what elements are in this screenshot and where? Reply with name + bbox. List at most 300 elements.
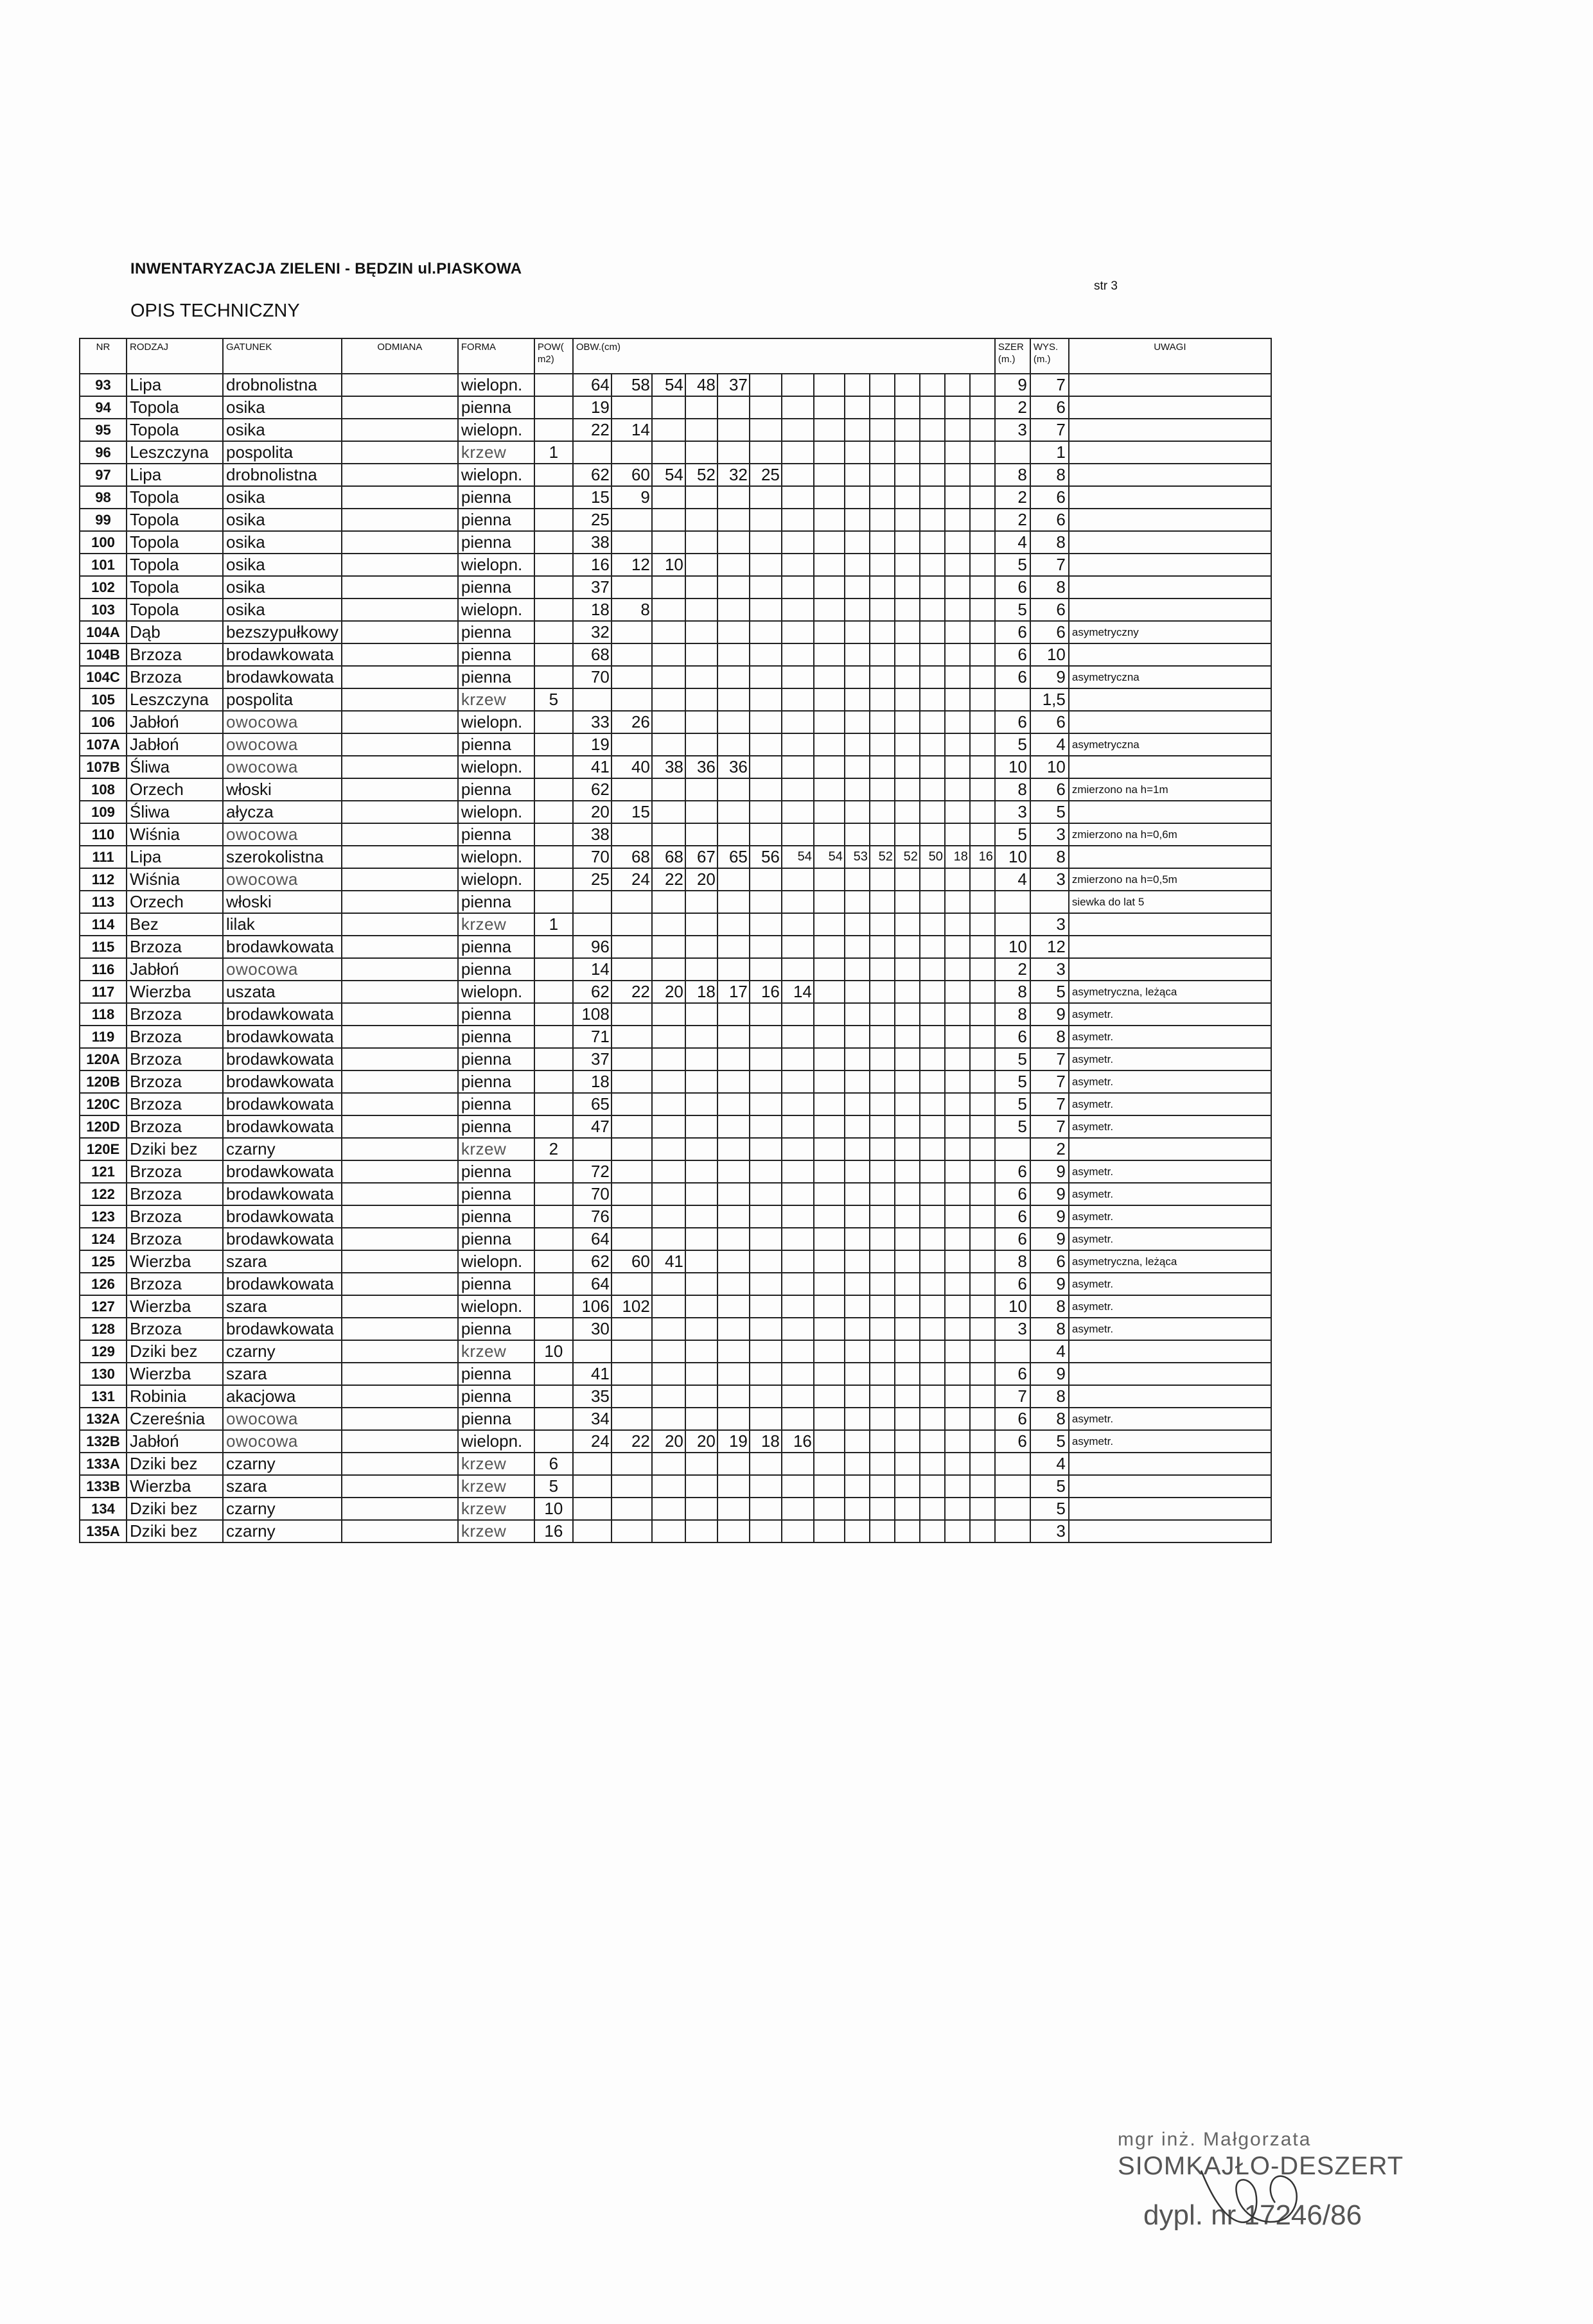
cell-wys: 7: [1030, 1115, 1069, 1138]
cell-obw: [920, 1003, 945, 1026]
cell-obw: [870, 1273, 895, 1295]
table-row: [80, 1498, 1271, 1520]
cell-obw: [870, 643, 895, 666]
table-row: [80, 846, 1271, 868]
cell-obw: 70: [573, 666, 612, 688]
cell-odmiana: [342, 1295, 458, 1318]
document-title: INWENTARYZACJA ZIELENI - BĘDZIN ul.PIASKOWA: [130, 260, 522, 277]
cell-obw: [652, 1295, 685, 1318]
cell-obw: [970, 711, 995, 733]
cell-obw: [685, 1273, 717, 1295]
cell-odmiana: [342, 1363, 458, 1385]
cell-obw: [895, 1183, 920, 1205]
cell-obw: [782, 1160, 814, 1183]
cell-obw: [717, 823, 750, 846]
cell-obw: [652, 801, 685, 823]
cell-obw: [814, 1295, 845, 1318]
cell-obw: [814, 1228, 845, 1250]
cell-obw: [782, 486, 814, 509]
cell-obw: [920, 1408, 945, 1430]
cell-obw: [750, 486, 782, 509]
cell-uwagi: asymetryczna: [1069, 733, 1271, 756]
cell-obw: [750, 868, 782, 891]
cell-obw: [895, 688, 920, 711]
cell-pow: [534, 891, 573, 913]
cell-uwagi: [1069, 1520, 1271, 1542]
cell-obw: [945, 981, 970, 1003]
cell-obw: 52: [685, 464, 717, 486]
cell-obw: [685, 621, 717, 643]
cell-obw: [814, 868, 845, 891]
cell-obw: [750, 1250, 782, 1273]
cell-obw: [782, 688, 814, 711]
cell-nr: 109: [80, 801, 127, 823]
cell-odmiana: [342, 464, 458, 486]
cell-wys: 6: [1030, 598, 1069, 621]
cell-uwagi: asymetr.: [1069, 1228, 1271, 1250]
cell-obw: [612, 1363, 652, 1385]
cell-obw: [945, 441, 970, 464]
cell-odmiana: [342, 1003, 458, 1026]
cell-szer: [995, 891, 1030, 913]
cell-obw: [814, 1430, 845, 1453]
cell-rodzaj: Jabłoń: [127, 958, 223, 981]
cell-obw: [870, 554, 895, 576]
cell-nr: 120B: [80, 1070, 127, 1093]
cell-obw: [750, 1115, 782, 1138]
cell-obw: 34: [573, 1408, 612, 1430]
cell-gatunek: brodawkowata: [223, 1205, 342, 1228]
cell-obw: [970, 1520, 995, 1542]
cell-obw: [945, 1498, 970, 1520]
table-row: [80, 823, 1271, 846]
cell-szer: 6: [995, 1430, 1030, 1453]
table-body: [80, 374, 1271, 1542]
cell-obw: [945, 801, 970, 823]
cell-wys: 5: [1030, 801, 1069, 823]
cell-obw: [845, 598, 870, 621]
cell-obw: [685, 801, 717, 823]
cell-obw: [920, 1295, 945, 1318]
cell-obw: [750, 891, 782, 913]
cell-uwagi: [1069, 1340, 1271, 1363]
cell-forma: krzew: [458, 441, 534, 464]
cell-obw: [845, 823, 870, 846]
cell-obw: [685, 1498, 717, 1520]
cell-rodzaj: Czereśnia: [127, 1408, 223, 1430]
cell-obw: [685, 576, 717, 598]
cell-obw: [782, 374, 814, 396]
cell-odmiana: [342, 733, 458, 756]
cell-obw: 18: [573, 1070, 612, 1093]
cell-obw: [750, 733, 782, 756]
cell-pow: [534, 1003, 573, 1026]
cell-obw: 37: [573, 1048, 612, 1070]
cell-obw: [895, 891, 920, 913]
cell-obw: 53: [845, 846, 870, 868]
cell-rodzaj: Brzoza: [127, 936, 223, 958]
cell-obw: [782, 666, 814, 688]
cell-gatunek: szerokolistna: [223, 846, 342, 868]
cell-obw: [814, 374, 845, 396]
cell-obw: [750, 1160, 782, 1183]
cell-obw: [870, 396, 895, 419]
cell-pow: [534, 1295, 573, 1318]
cell-nr: 98: [80, 486, 127, 509]
table-row: [80, 621, 1271, 643]
cell-uwagi: [1069, 756, 1271, 778]
cell-odmiana: [342, 1048, 458, 1070]
cell-obw: [782, 1498, 814, 1520]
cell-obw: [782, 1205, 814, 1228]
cell-obw: [845, 1318, 870, 1340]
column-header-gatunek: GATUNEK: [223, 338, 342, 374]
cell-forma: pienna: [458, 1385, 534, 1408]
cell-obw: [782, 554, 814, 576]
cell-obw: [685, 509, 717, 531]
cell-wys: 1: [1030, 441, 1069, 464]
cell-obw: [717, 441, 750, 464]
cell-forma: pienna: [458, 1205, 534, 1228]
cell-obw: [652, 891, 685, 913]
cell-szer: [995, 1453, 1030, 1475]
cell-gatunek: brodawkowata: [223, 936, 342, 958]
cell-uwagi: asymetr.: [1069, 1273, 1271, 1295]
cell-obw: [895, 1003, 920, 1026]
cell-obw: 35: [573, 1385, 612, 1408]
cell-obw: [895, 756, 920, 778]
cell-szer: 4: [995, 868, 1030, 891]
cell-pow: [534, 1093, 573, 1115]
cell-nr: 94: [80, 396, 127, 419]
cell-rodzaj: Brzoza: [127, 1093, 223, 1115]
cell-wys: 4: [1030, 1340, 1069, 1363]
cell-gatunek: włoski: [223, 778, 342, 801]
cell-forma: pienna: [458, 891, 534, 913]
cell-obw: [717, 1295, 750, 1318]
cell-forma: pienna: [458, 958, 534, 981]
cell-obw: [870, 419, 895, 441]
cell-obw: [685, 1520, 717, 1542]
cell-szer: [995, 1138, 1030, 1160]
cell-obw: [945, 643, 970, 666]
cell-wys: 8: [1030, 846, 1069, 868]
cell-obw: [870, 711, 895, 733]
cell-szer: [995, 913, 1030, 936]
cell-forma: krzew: [458, 688, 534, 711]
table-row: [80, 891, 1271, 913]
cell-wys: 7: [1030, 1093, 1069, 1115]
cell-uwagi: [1069, 374, 1271, 396]
table-row: [80, 531, 1271, 554]
cell-odmiana: [342, 891, 458, 913]
cell-obw: [895, 1048, 920, 1070]
cell-forma: pienna: [458, 1183, 534, 1205]
cell-obw: [814, 1048, 845, 1070]
cell-obw: [652, 1363, 685, 1385]
table-row: [80, 441, 1271, 464]
cell-obw: [782, 1003, 814, 1026]
cell-odmiana: [342, 1453, 458, 1475]
cell-obw: [685, 936, 717, 958]
cell-obw: [920, 1048, 945, 1070]
cell-obw: [970, 1048, 995, 1070]
cell-pow: [534, 486, 573, 509]
cell-obw: [717, 1003, 750, 1026]
cell-pow: 10: [534, 1498, 573, 1520]
cell-obw: [945, 1250, 970, 1273]
cell-obw: [945, 1160, 970, 1183]
cell-odmiana: [342, 688, 458, 711]
cell-obw: [870, 868, 895, 891]
cell-forma: pienna: [458, 1070, 534, 1093]
cell-pow: 5: [534, 1475, 573, 1498]
cell-rodzaj: Brzoza: [127, 1160, 223, 1183]
table-row: [80, 733, 1271, 756]
cell-gatunek: ałycza: [223, 801, 342, 823]
cell-odmiana: [342, 1026, 458, 1048]
cell-obw: [750, 1228, 782, 1250]
cell-obw: [870, 1003, 895, 1026]
cell-obw: [717, 1093, 750, 1115]
cell-obw: [814, 441, 845, 464]
cell-gatunek: osika: [223, 576, 342, 598]
cell-obw: [652, 1340, 685, 1363]
cell-wys: 3: [1030, 913, 1069, 936]
cell-obw: [612, 1160, 652, 1183]
cell-forma: pienna: [458, 509, 534, 531]
cell-wys: 4: [1030, 733, 1069, 756]
cell-obw: [685, 1093, 717, 1115]
cell-obw: [920, 936, 945, 958]
cell-obw: [920, 509, 945, 531]
cell-obw: [895, 1385, 920, 1408]
cell-gatunek: lilak: [223, 913, 342, 936]
cell-gatunek: brodawkowata: [223, 1318, 342, 1340]
cell-obw: [782, 531, 814, 554]
cell-obw: [970, 1498, 995, 1520]
column-header-forma: FORMA: [458, 338, 534, 374]
cell-szer: 2: [995, 958, 1030, 981]
cell-wys: 5: [1030, 1430, 1069, 1453]
cell-obw: [870, 441, 895, 464]
cell-obw: [782, 396, 814, 419]
cell-forma: wielopn.: [458, 1430, 534, 1453]
cell-forma: krzew: [458, 1138, 534, 1160]
cell-obw: [750, 374, 782, 396]
cell-obw: [685, 1475, 717, 1498]
cell-odmiana: [342, 643, 458, 666]
cell-wys: 10: [1030, 756, 1069, 778]
table-row: [80, 1520, 1271, 1542]
cell-obw: [970, 1250, 995, 1273]
cell-obw: [814, 688, 845, 711]
cell-uwagi: asymetr.: [1069, 1048, 1271, 1070]
cell-obw: [970, 891, 995, 913]
cell-obw: [782, 891, 814, 913]
cell-obw: 47: [573, 1115, 612, 1138]
cell-odmiana: [342, 1430, 458, 1453]
cell-obw: [945, 486, 970, 509]
table-row: [80, 1453, 1271, 1475]
cell-obw: [814, 981, 845, 1003]
cell-szer: 6: [995, 1228, 1030, 1250]
cell-obw: [895, 1408, 920, 1430]
cell-obw: [895, 1475, 920, 1498]
cell-pow: [534, 801, 573, 823]
cell-obw: [717, 1318, 750, 1340]
cell-rodzaj: Robinia: [127, 1385, 223, 1408]
cell-uwagi: [1069, 1138, 1271, 1160]
table-row: [80, 688, 1271, 711]
cell-wys: 7: [1030, 374, 1069, 396]
cell-uwagi: [1069, 419, 1271, 441]
cell-obw: [945, 1408, 970, 1430]
cell-obw: [970, 1295, 995, 1318]
cell-obw: [782, 1520, 814, 1542]
cell-obw: [970, 1318, 995, 1340]
cell-obw: [750, 531, 782, 554]
cell-obw: 102: [612, 1295, 652, 1318]
cell-obw: [814, 1093, 845, 1115]
cell-obw: [814, 1475, 845, 1498]
cell-wys: 3: [1030, 868, 1069, 891]
cell-forma: pienna: [458, 936, 534, 958]
cell-obw: [895, 419, 920, 441]
cell-obw: [814, 1340, 845, 1363]
cell-obw: [612, 1273, 652, 1295]
column-header-uwagi: UWAGI: [1069, 338, 1271, 374]
cell-obw: [870, 913, 895, 936]
cell-obw: 18: [573, 598, 612, 621]
cell-obw: [612, 891, 652, 913]
cell-forma: wielopn.: [458, 419, 534, 441]
cell-obw: [717, 643, 750, 666]
cell-obw: [612, 621, 652, 643]
cell-gatunek: brodawkowata: [223, 643, 342, 666]
cell-obw: [814, 486, 845, 509]
cell-uwagi: [1069, 711, 1271, 733]
document-subtitle: OPIS TECHNICZNY: [130, 301, 300, 321]
cell-uwagi: [1069, 936, 1271, 958]
cell-obw: [895, 1115, 920, 1138]
cell-obw: [970, 1138, 995, 1160]
cell-obw: [814, 1498, 845, 1520]
cell-obw: [845, 1430, 870, 1453]
cell-obw: [870, 958, 895, 981]
cell-pow: [534, 1385, 573, 1408]
cell-obw: [782, 711, 814, 733]
cell-rodzaj: Dąb: [127, 621, 223, 643]
cell-obw: [870, 598, 895, 621]
cell-obw: 24: [612, 868, 652, 891]
cell-obw: [750, 666, 782, 688]
cell-obw: [945, 1003, 970, 1026]
cell-obw: [750, 509, 782, 531]
cell-rodzaj: Lipa: [127, 846, 223, 868]
cell-obw: [685, 1385, 717, 1408]
column-header-obw: OBW.(cm): [573, 338, 995, 374]
cell-nr: 107B: [80, 756, 127, 778]
cell-obw: [612, 958, 652, 981]
cell-nr: 104B: [80, 643, 127, 666]
cell-wys: 6: [1030, 621, 1069, 643]
cell-odmiana: [342, 396, 458, 419]
cell-obw: [717, 576, 750, 598]
cell-obw: [612, 1475, 652, 1498]
cell-obw: [970, 464, 995, 486]
cell-obw: [870, 1160, 895, 1183]
cell-obw: [870, 621, 895, 643]
cell-obw: [652, 666, 685, 688]
cell-szer: 6: [995, 643, 1030, 666]
cell-obw: [652, 958, 685, 981]
cell-obw: [845, 1475, 870, 1498]
cell-rodzaj: Dziki bez: [127, 1520, 223, 1542]
cell-forma: krzew: [458, 1453, 534, 1475]
cell-uwagi: [1069, 801, 1271, 823]
cell-obw: [970, 374, 995, 396]
cell-szer: 8: [995, 464, 1030, 486]
cell-rodzaj: Jabłoń: [127, 1430, 223, 1453]
cell-pow: [534, 374, 573, 396]
cell-obw: [573, 1498, 612, 1520]
cell-rodzaj: Jabłoń: [127, 733, 223, 756]
cell-obw: [717, 1273, 750, 1295]
cell-obw: [845, 1093, 870, 1115]
cell-gatunek: osika: [223, 486, 342, 509]
cell-obw: [895, 464, 920, 486]
cell-obw: 20: [652, 981, 685, 1003]
cell-obw: 15: [612, 801, 652, 823]
cell-pow: [534, 1183, 573, 1205]
cell-obw: [895, 531, 920, 554]
cell-obw: [685, 598, 717, 621]
cell-obw: [685, 1363, 717, 1385]
cell-forma: pienna: [458, 778, 534, 801]
cell-obw: [717, 1138, 750, 1160]
cell-obw: [920, 801, 945, 823]
cell-pow: [534, 1228, 573, 1250]
cell-obw: [895, 1070, 920, 1093]
cell-obw: [782, 1295, 814, 1318]
cell-obw: 22: [573, 419, 612, 441]
cell-obw: [750, 936, 782, 958]
cell-obw: [652, 778, 685, 801]
cell-obw: [750, 688, 782, 711]
cell-obw: [782, 1138, 814, 1160]
cell-obw: [845, 1003, 870, 1026]
cell-obw: [750, 598, 782, 621]
cell-obw: 26: [612, 711, 652, 733]
cell-obw: [652, 441, 685, 464]
cell-rodzaj: Brzoza: [127, 1205, 223, 1228]
cell-obw: [717, 868, 750, 891]
cell-forma: wielopn.: [458, 711, 534, 733]
cell-obw: [750, 823, 782, 846]
cell-obw: [685, 1250, 717, 1273]
cell-gatunek: owocowa: [223, 711, 342, 733]
cell-obw: [920, 441, 945, 464]
cell-pow: [534, 666, 573, 688]
cell-obw: [612, 643, 652, 666]
cell-obw: [612, 733, 652, 756]
cell-obw: [652, 1228, 685, 1250]
cell-wys: 6: [1030, 778, 1069, 801]
cell-obw: [870, 576, 895, 598]
cell-gatunek: osika: [223, 531, 342, 554]
cell-obw: [750, 441, 782, 464]
